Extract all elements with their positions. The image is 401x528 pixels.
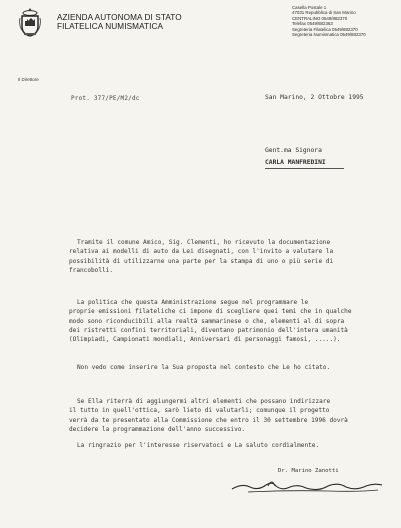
recipient-underline xyxy=(265,168,344,169)
text-line: La ringrazio per l'interesse riservatoci e La saluto cordialmente. xyxy=(77,442,320,449)
text-line: dei ristretti confini territoriali, diventano patrimonio dell'intera umanità xyxy=(69,326,348,334)
coat-of-arms-icon xyxy=(18,6,42,38)
text-line: il tutto in quell'ottica, sarò lieto di valutarli; comunque il progetto xyxy=(69,407,330,415)
organization-name xyxy=(57,13,182,31)
org-line-2: FILATELICA NUMISMATICA xyxy=(57,22,164,31)
org-line-1: AZIENDA AUTONOMA DI STATO xyxy=(57,13,182,22)
text-line: modo sono riconducibili alla realtà sammarinese o che, elementi al di sopra xyxy=(69,317,345,325)
contact-line: CENTRALINO 0549/882370 xyxy=(292,15,348,21)
text-line: Se Ella riterrà di aggiungermi altri elementi che possano indirizzare xyxy=(77,398,331,405)
text-line: possibilità di utilizzarne una parte per la stampa di uno o più serie di xyxy=(69,257,334,265)
text-line: La politica che questa Amministrazione segue nel programmare le xyxy=(77,299,309,306)
handwritten-signature xyxy=(228,474,388,496)
text-line: relativa ai modelli di auto da Lei disegnati, con l'invito a valutare la xyxy=(69,248,334,256)
contact-line: Casella Postale 1 xyxy=(292,5,327,10)
recipient-block xyxy=(265,145,326,169)
paragraph-4 xyxy=(69,397,348,434)
protocol-number: Prot. 377/PE/M2/dc xyxy=(71,95,140,102)
contact-line: Segreteria Numismatica 0549/882370 xyxy=(292,32,366,38)
department-label: Il Direttore xyxy=(18,77,39,82)
recipient-salutation: Gent.ma Signora xyxy=(265,147,322,154)
paragraph-5 xyxy=(69,441,319,450)
text-line: francobolli. xyxy=(69,266,114,274)
text-line: decidere la programmazione dell'anno successivo. xyxy=(69,425,246,433)
paragraph-3 xyxy=(69,363,330,372)
text-line: (Olimpiadi, Campionati mondiali, Anniversari di personaggi famosi, .....). xyxy=(69,336,341,344)
contact-line: 47031 Repubblica di San Marino xyxy=(292,10,356,16)
text-line: Non vedo come inserire la Sua proposta nel contesto che Le ho citato. xyxy=(77,364,331,371)
text-line: proprie emissioni filateliche ci impone di scegliere quei temi che in qualche xyxy=(69,308,352,316)
paragraph-1 xyxy=(69,238,333,275)
paragraph-2 xyxy=(69,298,352,344)
text-line: Tramite il comune Amico, Sig. Clementi, ho ricevuto la documentazione xyxy=(77,239,331,246)
signatory-name: Dr. Marino Zanotti xyxy=(278,468,339,474)
letter-date: San Marino, 2 Ottobre 1995 xyxy=(265,94,364,101)
contact-line: Telefax 0549/882363 xyxy=(292,21,333,27)
contact-block xyxy=(292,5,366,37)
contact-line: Segreteria Filatelica 0549/882370 xyxy=(292,26,358,32)
text-line: verrà da te presentato alla Commissione che entro il 30 settembre 1996 dovrà xyxy=(69,416,348,424)
recipient-name: CARLA MANFREDINI xyxy=(265,159,326,166)
